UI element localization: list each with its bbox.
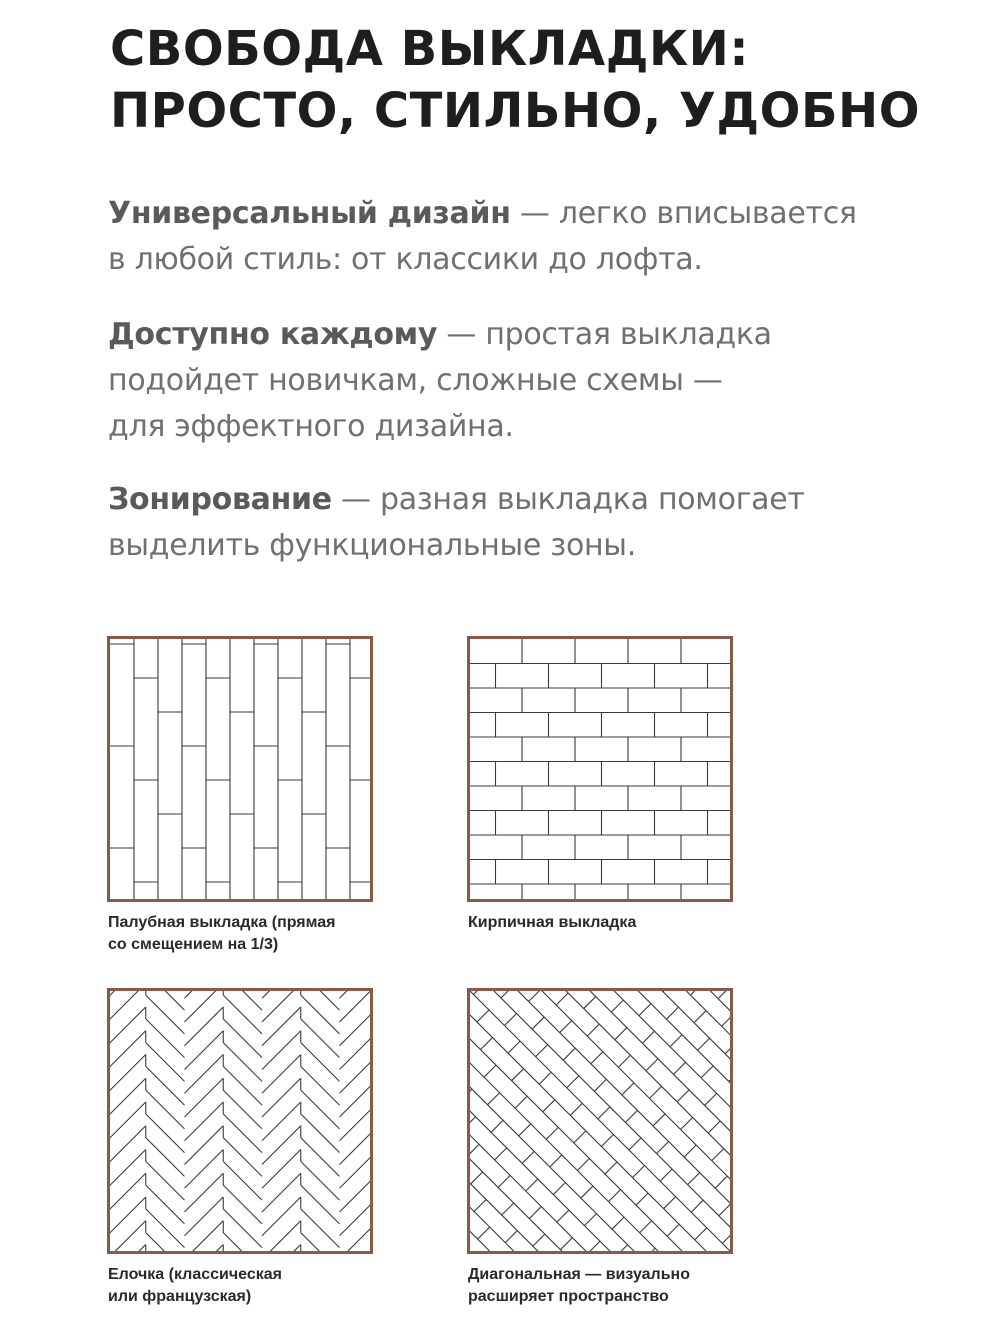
brick-pattern-drawing xyxy=(467,636,733,902)
herringbone-layout-caption: Елочка (классическая или французская) xyxy=(108,1266,282,1305)
deck-layout-caption: Палубная выкладка (прямая со смещением на 1/3) xyxy=(108,914,336,953)
feature-text: для эффектного дизайна. xyxy=(108,409,514,444)
feature-zoning xyxy=(108,477,868,569)
feature-lead: Зонирование xyxy=(108,482,332,517)
feature-text: выделить функциональные зоны. xyxy=(108,528,636,563)
feature-text: — легко вписывается xyxy=(510,196,857,231)
page-title xyxy=(110,18,970,142)
diagonal-layout-caption: Диагональная — визуально расширяет пространство xyxy=(468,1266,690,1305)
feature-lead: Доступно каждому xyxy=(108,317,438,352)
feature-text: подойдет новичкам, сложные схемы — xyxy=(108,363,723,398)
title-line-1: СВОБОДА ВЫКЛАДКИ: xyxy=(110,21,750,77)
diagonal-pattern-drawing xyxy=(467,988,733,1254)
brick-layout-caption: Кирпичная выкладка xyxy=(468,914,637,931)
deck-pattern-drawing xyxy=(107,636,373,902)
herringbone-layout-pattern-icon xyxy=(107,988,373,1254)
feature-text: — разная выкладка помогает xyxy=(331,482,805,517)
deck-layout-pattern-icon xyxy=(107,636,373,902)
feature-universal-design xyxy=(108,191,868,283)
herringbone-pattern-drawing xyxy=(107,988,373,1254)
feature-text: в любой стиль: от классики до лофта. xyxy=(108,242,703,277)
feature-accessible xyxy=(108,312,868,450)
title-line-2: ПРОСТО, СТИЛЬНО, УДОБНО xyxy=(110,83,921,139)
brick-layout-pattern-icon xyxy=(467,636,733,902)
feature-text: — простая выкладка xyxy=(437,317,772,352)
feature-lead: Универсальный дизайн xyxy=(108,196,511,231)
diagonal-layout-pattern-icon xyxy=(467,988,733,1254)
